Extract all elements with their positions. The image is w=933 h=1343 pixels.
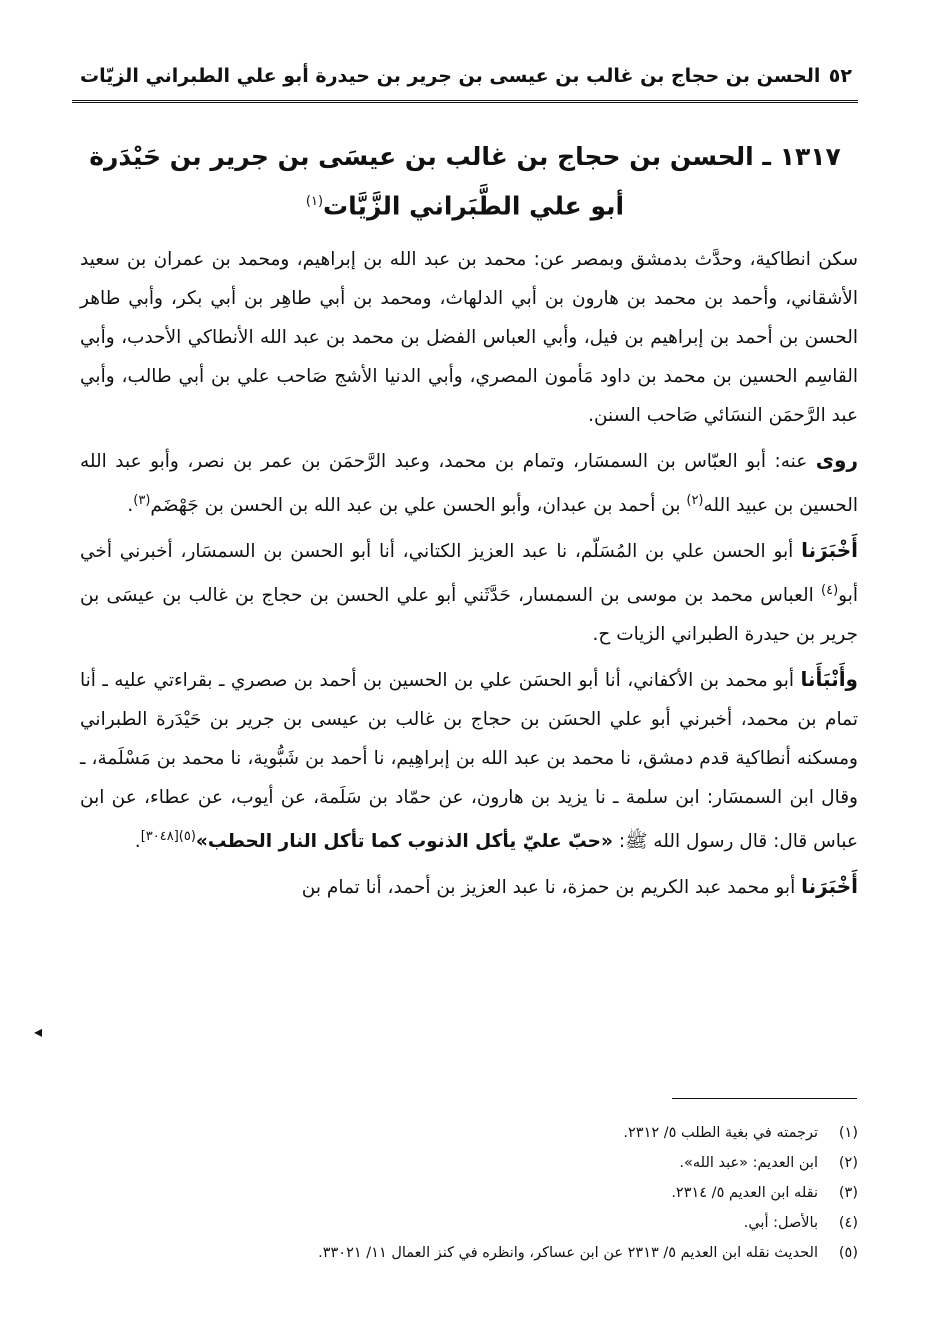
footnote-ref-1: (١) [305,194,324,209]
footnote-number: (٥) [838,1245,858,1261]
paragraph-5-text-a: أبو محمد عبد الكريم بن حمزة، نا عبد العزيز بن أحمد، أنا تمام بن [301,877,802,899]
paragraph-2-text-b: بن أحمد بن عبدان، وأبو الحسن علي بن عبد الله بن الحسن بن جَهْضَم [150,495,687,517]
footnote-ref-2: (٢) [686,493,704,508]
paragraph-4-lead: وأَنْبَأَنا [800,667,858,692]
paragraph-1: سكن انطاكية، وحدَّث بدمشق وبمصر عن: محمد بن عبد الله بن إبراهيم، ومحمد بن عمران بن سعيد الأشقاني، وأحمد بن محمد بن هارون بن أبي الدلهاث، ومحمد بن أبي طاهِر بن أبي بكر، وأبي طاهر الحسن بن أحمد بن إبراهيم بن فيل، وأبي العباس الفضل بن محمد بن عبد الله الأنطاكي الأحدب، وأبي القاسِم الحسين بن محمد بن داود مَأمون المصري، وأبي الدنيا الأشج صَاحب علي بن أبي طالب، وأبي عبد الرَّحمَن النسَائي صَاحب السنن. [80,249,858,426]
footnotes [80,1118,858,1268]
running-title: الحسن بن حجاج بن غالب بن عيسى بن جرير بن حيدرة أبو علي الطبراني الزيّات [80,65,821,87]
footnote-text: بالأصل: أبي. [743,1215,818,1231]
footnote-number: (١) [838,1125,858,1141]
entry-title [70,134,860,228]
paragraph-3-text-b: العباس محمد بن موسى بن السمسار، حَدَّثَني أبو علي الحسن بن حجاج بن غالب بن عيسَى بن جرير بن حيدرة الطبراني الزيات ح. [80,585,858,646]
paragraph-5 [80,867,858,907]
paragraph-3 [80,531,858,654]
footnote-text: ابن العديم: «عبد الله». [679,1155,818,1171]
footnote-item [80,1238,858,1268]
footnote-ref-5: (٥)[٣٠٤٨] [140,829,196,845]
paragraph-2-lead: روى [815,448,858,472]
footnote-ref-3: (٣) [133,493,151,508]
paragraph-4-text-a: أبو محمد بن الأكفاني، أنا أبو الحسَن علي بن الحسين بن أحمد بن صصري ـ بقراءتي عليه ـ أنا تمام بن محمد، أخبرني أبو علي الحسَن بن حجاج بن غالب بن عيسى بن جرير بن حَيْدَرة الطبراني ومسكنه أنطاكية قدم دمشق، نا محمد بن عبد الله بن إبراهِيم، نا أحمد بن شَبُّوية، نا محمد بن مَسْلَمة، ـ وقال ابن السمسَار: ابن سلمة ـ نا يزيد بن هارون، عن حمّاد بن سَلَمة، عن أيوب، عن عطاء، عن ابن عباس قال: قال رسول الله ﷺ: [80,670,858,853]
footnote-text: ترجمته في بغية الطلب ٥/ ٢٣١٢. [623,1125,818,1141]
footnote-number: (٤) [838,1215,858,1231]
entry-title-line-2 [70,179,860,228]
paragraph-4-end: . [134,831,141,853]
footnote-number: (٢) [838,1155,858,1171]
footnote-divider [672,1098,857,1099]
running-header [80,58,852,94]
body-text [80,240,858,913]
hadith-text: «حبّ عليّ يأكل الذنوب كما تأكل النار الحطب» [195,831,613,853]
paragraph-2-text-a: عنه: أبو العبّاس بن السمسَار، وتمام بن محمد، وعبد الرَّحمَن بن عمر بن نصر، وأبو عبد الله الحسين بن عبيد الله [80,451,858,517]
footnote-text: الحديث نقله ابن العديم ٥/ ٢٣١٣ عن ابن عساكر، وانظره في كنز العمال ١١/ ٣٣٠٢١. [318,1245,818,1261]
paragraph-2-end: . [127,495,134,517]
footnote-ref-4: (٤) [821,583,839,599]
footnote-item [80,1148,858,1178]
paragraph-2 [80,441,858,525]
page-number: ٥٢ [828,65,852,87]
footnote-item [80,1118,858,1148]
paragraph-5-lead: أَخْبَرَنا [801,874,858,899]
paragraph-3-text-a: أبو الحسن علي بن المُسَلّم، نا عبد العزيز الكتاني، أنا أبو الحسن بن السمسَار، أخبرني أخي أبو [80,541,858,607]
footnote-number: (٣) [838,1185,858,1201]
footnote-item [80,1208,858,1238]
entry-title-line-2-text: أبو علي الطَّبَراني الزَّيَّات [323,191,625,221]
entry-title-line-1: ١٣١٧ ـ الحسن بن حجاج بن غالب بن عيسَى بن جرير بن حَيْدَرة [89,142,841,171]
margin-mark-icon: ◂ [34,1022,43,1041]
paragraph-3-lead: أَخْبَرَنا [801,538,858,563]
paragraph-4 [80,660,858,861]
header-divider [72,100,858,103]
footnote-item [80,1178,858,1208]
footnote-text: نقله ابن العديم ٥/ ٢٣١٤. [671,1185,818,1201]
